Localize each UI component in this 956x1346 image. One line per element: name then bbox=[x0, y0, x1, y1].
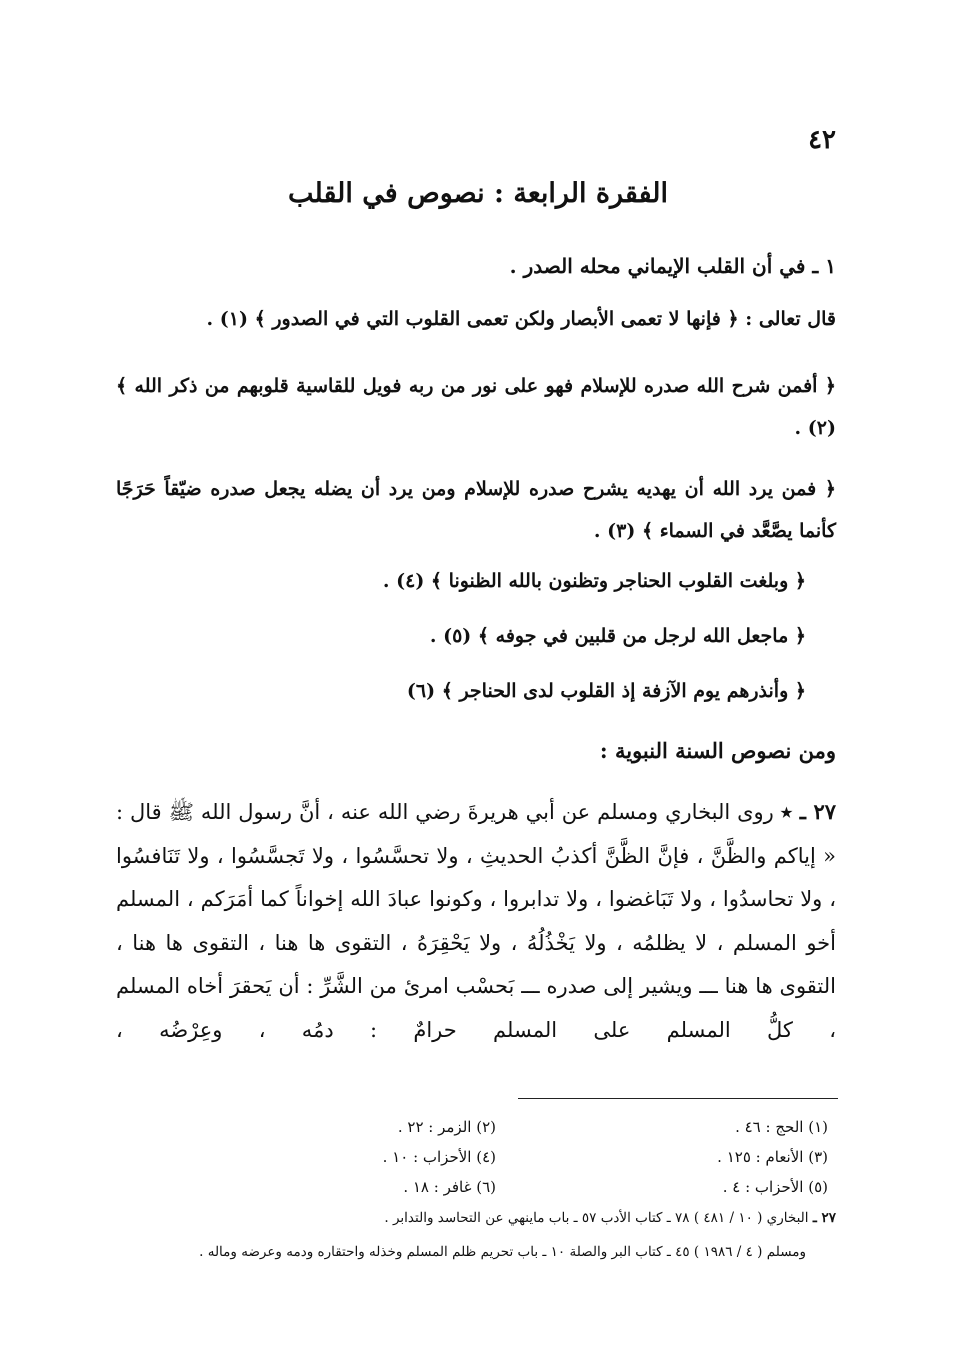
hadith-text: روى البخاري ومسلم عن أبي هريرةَ رضي الله عنه ، أنَّ رسول الله ﷺ قال : « إياكم والظَّنَّ ، فإنَّ الظَّنَّ أكذبُ الحديثِ ، ولا تحسَّسُوا ، ولا تَجسَّسُوا ، ولا تَنَافسُوا ، ولا تحاسدُوا ، ولا تَبَاغضوا ، ولا تدابروا ، وكونوا عبادَ الله إخواناً كما أمَرَكم ، المسلم أخو المسلم ، لا يظلمُه ، ولا يَخْذُلُهُ ، ولا يَحْقِرَهُ ، التقوى ها هنا ، التقوى ها هنا ، التقوى ها هنا ـــ ويشير إلى صدره ـــ بَحسْب امرئ من الشَّرِّ : أن يَحقرَ أخاه المسلم ، كلُّ المسلم على المسلم حرامٌ : دمُه ، وعِرْضُه ، bbox=[116, 800, 836, 1042]
source-bukhari-text: البخاري ( ١٠ / ٤٨١ ) ٧٨ ـ كتاب الأدب ٥٧ ـ باب ماينهي عن التحاسد والتدابر . bbox=[384, 1210, 809, 1226]
hadith-number: ٢٧ ـ ٭ bbox=[780, 799, 836, 824]
quran-verse-3: ﴿ فمن يرد الله أن يهديه يشرح صدره للإسلام ومن يرد أن يضله يجعل صدره ضيّقاً حَرَجًا كأنما يصَّعَّد في السماء ﴾ (٣) . bbox=[116, 478, 836, 542]
section-title: الفقرة الرابعة : نصوص في القلب bbox=[288, 178, 668, 209]
footnote-3: (٣) الأنعام : ١٢٥ . bbox=[717, 1148, 828, 1166]
quran-verse-4: ﴿ وبلغت القلوب الحناجر وتظنون بالله الظنونا ﴾ (٤) . bbox=[382, 570, 806, 592]
source-number: ٢٧ ـ bbox=[812, 1210, 836, 1226]
footnote-5: (٥) الأحزاب : ٤ . bbox=[722, 1178, 828, 1196]
quran-verse-6: ﴿ وأنذرهم يوم الآزفة إذ القلوب لدى الحناجر ﴾ (٦) bbox=[406, 680, 806, 702]
footnote-separator bbox=[518, 1098, 838, 1099]
footnote-4: (٤) الأحزاب : ١٠ . bbox=[382, 1148, 496, 1166]
footnote-1: (١) الحج : ٤٦ . bbox=[735, 1118, 828, 1136]
footnote-6: (٦) غافر : ١٨ . bbox=[403, 1178, 496, 1196]
quran-verse-2: ﴿ أفمن شرح الله صدره للإسلام فهو على نور من ربه فويل للقاسية قلوبهم من ذكر الله ﴾ (٢) . bbox=[116, 375, 836, 439]
footnote-2: (٢) الزمر : ٢٢ . bbox=[397, 1118, 496, 1136]
source-bukhari bbox=[116, 1210, 836, 1226]
quran-verse-1: قال تعالى : ﴿ فإنها لا تعمى الأبصار ولكن تعمى القلوب التي في الصدور ﴾ (١) . bbox=[206, 308, 836, 330]
hadith-paragraph bbox=[116, 790, 836, 1052]
page-number: ٤٢ bbox=[808, 125, 836, 155]
quran-verse-5: ﴿ ماجعل الله لرجل من قلبين في جوفه ﴾ (٥) . bbox=[429, 625, 806, 647]
sunnah-subheading: ومن نصوص السنة النبوية : bbox=[599, 738, 836, 763]
source-muslim: ومسلم ( ٤ / ١٩٨٦ ) ٤٥ ـ كتاب البر والصلة ١٠ ـ باب تحريم ظلم المسلم وخذله واحتقاره ودمه وعرضه وماله . bbox=[199, 1244, 806, 1260]
item-heading: ١ ـ في أن القلب الإيماني محله الصدر . bbox=[509, 254, 836, 278]
